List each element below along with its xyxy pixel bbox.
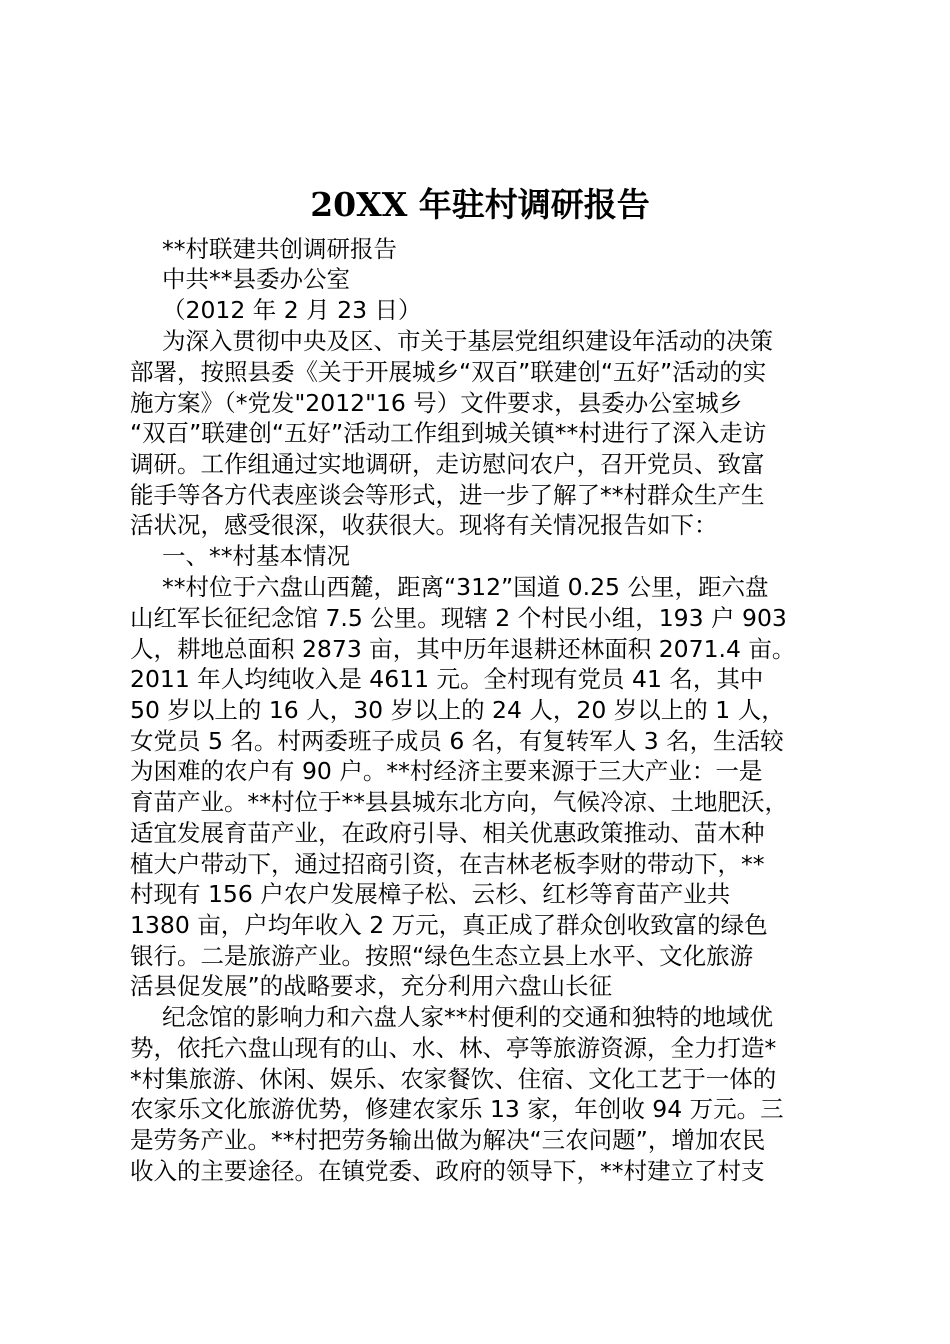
body-line: 施方案》（*党发"2012"16 号）文件要求，县委办公室城乡 bbox=[130, 389, 743, 417]
body-line: *村集旅游、休闲、娱乐、农家餐饮、住宿、文化工艺于一体的 bbox=[130, 1065, 777, 1093]
section-heading: 一、**村基本情况 bbox=[162, 542, 350, 570]
issuer-line: 中共**县委办公室 bbox=[162, 265, 350, 293]
date-line: （2012 年 2 月 23 日） bbox=[162, 296, 422, 324]
body-line: 2011 年人均纯收入是 4611 元。全村现有党员 41 名，其中 bbox=[130, 665, 764, 693]
body-line: 活县促发展”的战略要求，充分利用六盘山长征 bbox=[130, 972, 613, 1000]
body-line: 调研。工作组通过实地调研，走访慰问农户，召开党员、致富 bbox=[130, 450, 765, 478]
body-line: 适宜发展育苗产业，在政府引导、相关优惠政策推动、苗木种 bbox=[130, 819, 765, 847]
body-line: 部署，按照县委《关于开展城乡“双百”联建创“五好”活动的实 bbox=[130, 358, 767, 386]
body-line: 纪念馆的影响力和六盘人家**村便利的交通和独特的地域优 bbox=[162, 1003, 773, 1031]
body-line: 50 岁以上的 16 人，30 岁以上的 24 人，20 岁以上的 1 人， bbox=[130, 696, 785, 724]
body-line: 女党员 5 名。村两委班子成员 6 名，有复转军人 3 名，生活较 bbox=[130, 727, 784, 755]
body-line: 农家乐文化旅游优势，修建农家乐 13 家，年创收 94 万元。三 bbox=[130, 1095, 784, 1123]
body-line: 为困难的农户有 90 户。**村经济主要来源于三大产业：一是 bbox=[130, 757, 763, 785]
body-line: **村位于六盘山西麓，距离“312”国道 0.25 公里，距六盘 bbox=[162, 573, 769, 601]
body-line: 银行。二是旅游产业。按照“绿色生态立县上水平、文化旅游 bbox=[130, 942, 754, 970]
body-line: 收入的主要途径。在镇党委、政府的领导下，**村建立了村支 bbox=[130, 1157, 765, 1185]
body-line: 村现有 156 户农户发展樟子松、云杉、红杉等育苗产业共 bbox=[130, 880, 731, 908]
body-line: 为深入贯彻中央及区、市关于基层党组织建设年活动的决策 bbox=[162, 327, 773, 355]
body-line: 是劳务产业。**村把劳务输出做为解决“三农问题”，增加农民 bbox=[130, 1126, 766, 1154]
document-title: 20XX 年驻村调研报告 bbox=[310, 185, 650, 224]
body-line: 育苗产业。**村位于**县县城东北方向，气候冷凉、土地肥沃， bbox=[130, 788, 788, 816]
body-line: 活状况，感受很深，收获很大。现将有关情况报告如下： bbox=[130, 511, 718, 539]
body-line: 山红军长征纪念馆 7.5 公里。现辖 2 个村民小组，193 户 903 bbox=[130, 604, 787, 632]
body-line: 能手等各方代表座谈会等形式，进一步了解了**村群众生产生 bbox=[130, 481, 765, 509]
body-line: 1380 亩，户均年收入 2 万元，真正成了群众创收致富的绿色 bbox=[130, 911, 768, 939]
body-line: “双百”联建创“五好”活动工作组到城关镇**村进行了深入走访 bbox=[130, 419, 767, 447]
body-line: 植大户带动下，通过招商引资，在吉林老板李财的带动下，** bbox=[130, 850, 765, 878]
body-line: 人，耕地总面积 2873 亩，其中历年退耕还林面积 2071.4 亩。 bbox=[130, 635, 796, 663]
body-line: 势，依托六盘山现有的山、水、林、亭等旅游资源，全力打造* bbox=[130, 1034, 777, 1062]
subtitle-line: **村联建共创调研报告 bbox=[162, 235, 397, 263]
